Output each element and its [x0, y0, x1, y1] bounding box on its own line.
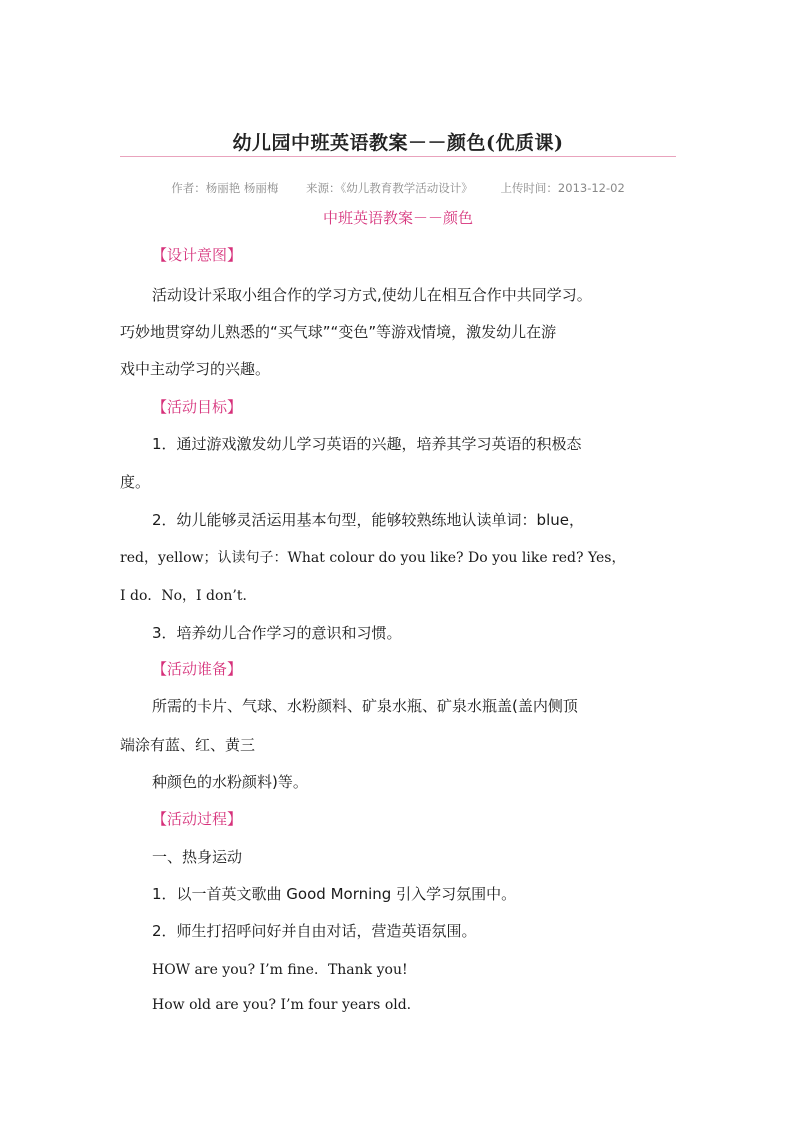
paragraph-line: 活动设计采取小组合作的学习方式,使幼儿在相互合作中共同学习。: [152, 286, 592, 304]
paragraph-line: 1．通过游戏激发幼儿学习英语的兴趣，培养其学习英语的积极态: [152, 435, 582, 453]
section-heading-design-intent: 【设计意图】: [152, 246, 243, 264]
paragraph-line: I do．No，I don’t．: [120, 588, 257, 604]
document-title: 幼儿园中班英语教案－－颜色(优质课): [232, 132, 564, 154]
paragraph-line: 端涂有蓝、红、黄三: [120, 736, 256, 754]
paragraph-line: 巧妙地贯穿幼儿熟悉的“买气球”“变色”等游戏情境，激发幼儿在游: [120, 323, 557, 341]
document-subtitle: 中班英语教案－－颜色: [322, 209, 473, 227]
paragraph-line: 度。: [120, 473, 151, 491]
paragraph-line: 2．师生打招呼问好并自由对话，营造英语氛围。: [152, 922, 477, 940]
section-heading-process: 【活动过程】: [152, 810, 243, 828]
document-meta: [120, 180, 676, 196]
paragraph-line: 3．培养幼儿合作学习的意识和习惯。: [152, 624, 402, 642]
paragraph-line: 戏中主动学习的兴趣。: [120, 360, 271, 378]
paragraph-line: red，yellow；认读句子：What colour do you like? Do you like red? Yes，: [120, 550, 626, 566]
meta-source: 来源：《幼儿教育教学活动设计》: [306, 181, 473, 195]
paragraph-line: 所需的卡片、气球、水粉颜料、矿泉水瓶、矿泉水瓶盖(盖内侧顶: [152, 697, 578, 715]
section-heading-objectives: 【活动目标】: [152, 398, 243, 416]
paragraph-line: 2．幼儿能够灵活运用基本句型，能够较熟练地认读单词：blue，: [152, 511, 584, 529]
paragraph-line: HOW are you? I’m fine．Thank you!: [152, 962, 408, 978]
section-heading-preparation: 【活动谁备】: [152, 660, 243, 678]
paragraph-line: 1．以一首英文歌曲 Good Morning 引入学习氛围中。: [152, 885, 517, 903]
paragraph-line: 一、热身运动: [152, 848, 243, 866]
paragraph-line: 种颜色的水粉颜料)等。: [152, 773, 308, 791]
meta-upload-time: 上传时间：2013-12-02: [500, 181, 625, 195]
meta-author: 作者：杨丽艳 杨丽梅: [171, 181, 279, 195]
title-divider: [120, 156, 676, 157]
paragraph-line: How old are you? I’m four years old.: [152, 997, 412, 1013]
